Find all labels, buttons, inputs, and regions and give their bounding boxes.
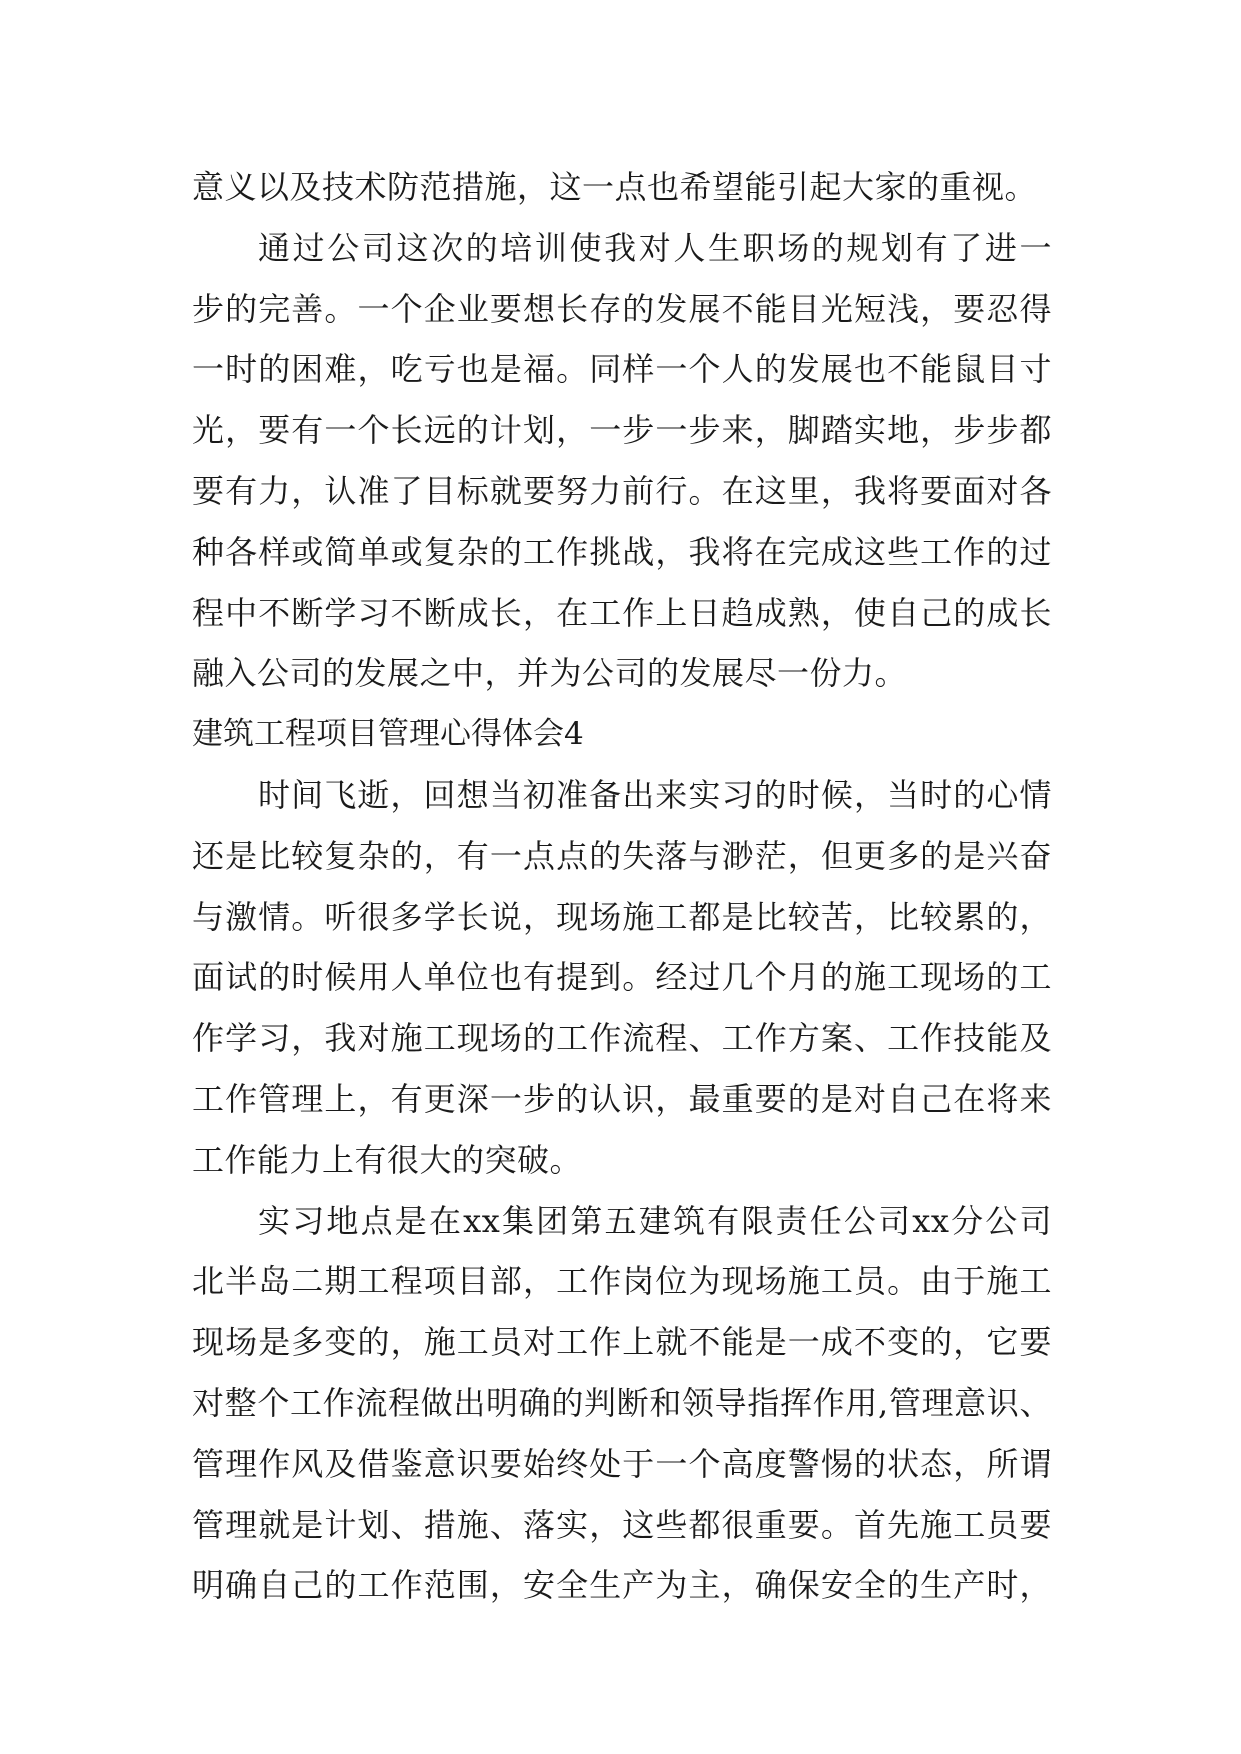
text-line: 工作能力上有很大的突破。 bbox=[192, 1140, 583, 1179]
text-line: 工作管理上，有更深一步的认识，最重要的是对自己在将来 bbox=[192, 1079, 1052, 1118]
text-line: 一时的困难，吃亏也是福。同样一个人的发展也不能鼠目寸 bbox=[192, 350, 1052, 389]
text-line: 意义以及技术防范措施，这一点也希望能引起大家的重视。 bbox=[192, 168, 1038, 206]
text-line: 要有力，认准了目标就要努力前行。在这里，我将要面对各 bbox=[192, 471, 1052, 510]
text-line: 还是比较复杂的，有一点点的失落与渺茫，但更多的是兴奋 bbox=[192, 836, 1052, 875]
text-line: 与激情。听很多学长说，现场施工都是比较苦，比较累的， bbox=[192, 897, 1052, 936]
text-line: 对整个工作流程做出明确的判断和领导指挥作用,管理意识、 bbox=[192, 1383, 1052, 1422]
text-line: 北半岛二期工程项目部，工作岗位为现场施工员。由于施工 bbox=[192, 1262, 1052, 1301]
text-line: 种各样或简单或复杂的工作挑战，我将在完成这些工作的过 bbox=[192, 532, 1052, 571]
text-line: 程中不断学习不断成长，在工作上日趋成熟，使自己的成长 bbox=[192, 593, 1052, 632]
section-heading: 建筑工程项目管理心得体会4 bbox=[192, 716, 584, 753]
text-line: 作学习，我对施工现场的工作流程、工作方案、工作技能及 bbox=[192, 1019, 1052, 1058]
text-line: 管理作风及借鉴意识要始终处于一个高度警惕的状态，所谓 bbox=[192, 1444, 1052, 1483]
text-line: 实习地点是在xx集团第五建筑有限责任公司xx分公司 bbox=[258, 1201, 1052, 1240]
text-line: 步的完善。一个企业要想长存的发展不能目光短浅，要忍得 bbox=[192, 289, 1052, 328]
text-line: 融入公司的发展之中，并为公司的发展尽一份力。 bbox=[192, 654, 908, 693]
document-body bbox=[192, 157, 1052, 1616]
text-line: 面试的时候用人单位也有提到。经过几个月的施工现场的工 bbox=[192, 958, 1052, 997]
text-line: 光，要有一个长远的计划，一步一步来，脚踏实地，步步都 bbox=[192, 411, 1052, 450]
text-line: 时间飞逝，回想当初准备出来实习的时候，当时的心情 bbox=[258, 775, 1052, 814]
text-line: 通过公司这次的培训使我对人生职场的规划有了进一 bbox=[258, 228, 1052, 267]
text-line: 明确自己的工作范围，安全生产为主，确保安全的生产时， bbox=[192, 1566, 1052, 1605]
text-line: 管理就是计划、措施、落实，这些都很重要。首先施工员要 bbox=[192, 1505, 1052, 1544]
text-line: 现场是多变的，施工员对工作上就不能是一成不变的，它要 bbox=[192, 1323, 1052, 1362]
